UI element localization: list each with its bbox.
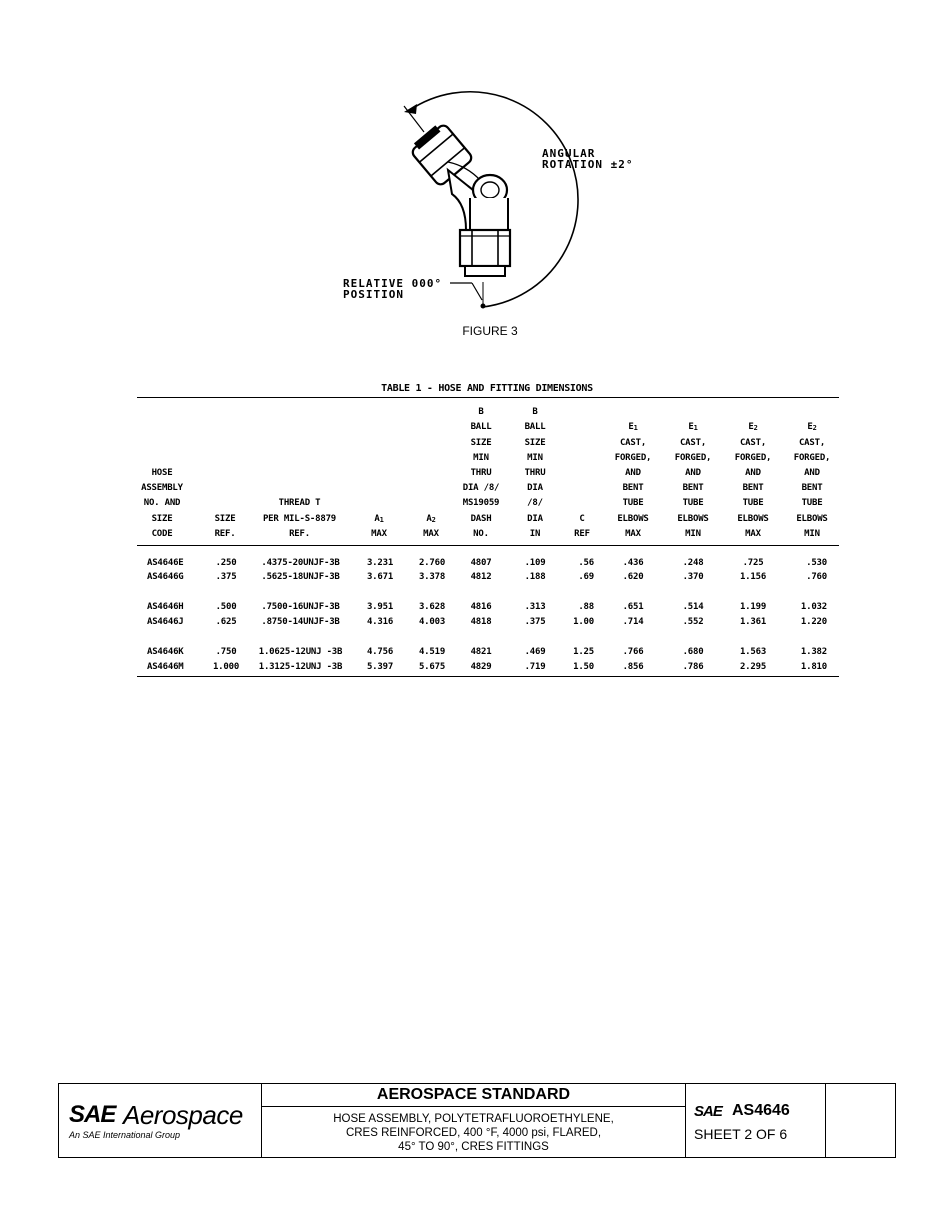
- table-cell: 3.231: [366, 558, 394, 568]
- lower-nut: [460, 230, 510, 276]
- column-header-line: ELBOWS: [677, 513, 709, 524]
- column-header-symbol: $E_2$: [807, 422, 817, 433]
- column-header-line: FORGED,: [734, 452, 772, 463]
- table-cell: 1.361: [739, 617, 767, 627]
- column-header-line: AND: [685, 467, 701, 478]
- column-header-line: DIA: [527, 513, 543, 524]
- table-cell: .680: [682, 647, 704, 657]
- table-cell: .514: [682, 602, 704, 612]
- title-line-2: CRES REINFORCED, 400 °F, 4000 psi, FLARED,: [345, 1127, 602, 1139]
- column-header-line: MIN: [685, 528, 701, 539]
- column-header-line: BENT: [622, 483, 644, 494]
- angular-label-1: ANGULAR: [542, 147, 596, 160]
- table-cell: AS4646E: [147, 558, 184, 568]
- table-cell: .725: [742, 558, 764, 568]
- sae-aerospace-logo: [59, 1084, 262, 1157]
- column-header-line: BALL: [470, 422, 492, 433]
- column-header: [560, 512, 604, 542]
- column-header-line: /8/: [527, 498, 543, 509]
- column-header-line: THRU: [524, 467, 546, 478]
- table-cell: 3.628: [418, 602, 446, 612]
- column-header-line: BALL: [524, 422, 546, 433]
- table-cell: AS4646H: [147, 602, 184, 612]
- table-cell: .786: [682, 662, 704, 672]
- column-header-line: REF.: [289, 528, 310, 539]
- column-header-line: SIZE: [524, 437, 546, 448]
- column-header-line: BENT: [742, 483, 764, 494]
- column-header-line: AND: [804, 467, 820, 478]
- table-cell: .4375-20UNJF-3B: [261, 558, 340, 568]
- table-cell: .552: [682, 617, 704, 627]
- table-cell: 4.519: [418, 647, 446, 657]
- document-number: AS4646: [732, 1102, 790, 1119]
- document-number-cell: [686, 1084, 826, 1157]
- column-header-line: ELBOWS: [737, 513, 769, 524]
- column-header-line: MAX: [371, 528, 387, 539]
- table-cell: .436: [622, 558, 644, 568]
- table-cell: .856: [622, 662, 644, 672]
- table-cell: 4.316: [366, 617, 394, 627]
- table-cell: .7500-16UNJF-3B: [261, 602, 340, 612]
- table-cell: .250: [215, 558, 237, 568]
- table-cell: 4807: [470, 558, 492, 568]
- title-cell: [262, 1084, 686, 1157]
- title-line-3: 45° TO 90°, CRES FITTINGS: [398, 1141, 549, 1153]
- column-header-line: MAX: [423, 528, 439, 539]
- column-header: [724, 420, 782, 542]
- table-cell: .88: [578, 602, 594, 612]
- column-header-symbol: $A_2$: [426, 513, 436, 524]
- column-header-line: ASSEMBLY: [141, 483, 183, 494]
- column-header: [452, 405, 510, 542]
- column-header: [604, 420, 662, 542]
- table-cell: AS4646J: [147, 617, 184, 627]
- table-cell: .375: [524, 617, 546, 627]
- column-header-line: B: [478, 407, 484, 418]
- table-cell: 3.671: [366, 572, 394, 582]
- column-header: [205, 512, 245, 542]
- table-cell: 1.563: [739, 647, 767, 657]
- table-cell: 2.760: [418, 558, 446, 568]
- column-header-line: CAST,: [739, 437, 767, 448]
- column-header: [137, 466, 187, 542]
- table-cell: .188: [524, 572, 546, 582]
- column-header: [785, 420, 839, 542]
- column-header-line: NO. AND: [143, 498, 181, 509]
- column-header-line: IN: [529, 528, 541, 539]
- column-header-line: TUBE: [742, 498, 764, 509]
- column-header-line: DIA /8/: [462, 483, 500, 494]
- column-header-line: AND: [745, 467, 761, 478]
- column-header-line: FORGED,: [674, 452, 712, 463]
- column-header-line: PER MIL-S-8879: [262, 513, 337, 524]
- column-header-line: MIN: [527, 452, 543, 463]
- column-header-line: AND: [625, 467, 641, 478]
- column-header-line: ELBOWS: [796, 513, 828, 524]
- table-cell: 2.295: [739, 662, 767, 672]
- revision-cell: [826, 1084, 895, 1157]
- table-cell: 4818: [470, 617, 492, 627]
- table-cell: 3.378: [418, 572, 446, 582]
- table-cell: 1.220: [800, 617, 827, 627]
- column-header-line: MS19059: [462, 498, 500, 509]
- table-cell: .469: [524, 647, 546, 657]
- table-cell: 4821: [470, 647, 492, 657]
- column-header-line: MIN: [473, 452, 489, 463]
- table-cell: 1.382: [800, 647, 827, 657]
- table-cell: 4.756: [366, 647, 394, 657]
- table-cell: .56: [578, 558, 594, 568]
- table-cell: .651: [622, 602, 644, 612]
- column-header-line: TUBE: [622, 498, 644, 509]
- table-cell: .719: [524, 662, 546, 672]
- figure-3: [320, 70, 640, 320]
- table-top-rule: [137, 397, 839, 398]
- column-header-line: NO.: [473, 528, 489, 539]
- table-cell: 1.810: [800, 662, 827, 672]
- column-header-line: MAX: [745, 528, 761, 539]
- relative-label-2: POSITION: [343, 288, 404, 301]
- upper-nut: [408, 120, 474, 187]
- column-header: [356, 512, 402, 542]
- table-cell: .375: [215, 572, 237, 582]
- column-header-line: ELBOWS: [617, 513, 649, 524]
- relative-label-1: RELATIVE 000°: [343, 277, 443, 290]
- column-header-line: FORGED,: [793, 452, 831, 463]
- table-cell: AS4646K: [147, 647, 184, 657]
- column-header-symbol: $E_2$: [748, 422, 758, 433]
- column-header-line: TUBE: [801, 498, 823, 509]
- table-cell: 1.00: [573, 617, 594, 627]
- table-cell: 1.000: [212, 662, 240, 672]
- column-header-line: THRU: [470, 467, 492, 478]
- table-cell: .530: [806, 558, 827, 568]
- sae-small-logo: SAE: [694, 1103, 722, 1120]
- table-cell: .69: [578, 572, 594, 582]
- column-header-symbol: $A_1$: [374, 513, 384, 524]
- column-header-line: DASH: [470, 513, 492, 524]
- column-header-line: MAX: [625, 528, 641, 539]
- table-cell: .760: [806, 572, 827, 582]
- table-header-rule: [137, 545, 839, 546]
- column-header: [512, 405, 558, 542]
- document-type: AEROSPACE STANDARD: [262, 1084, 685, 1107]
- table-cell: .750: [215, 647, 237, 657]
- column-header-line: CODE: [151, 528, 173, 539]
- column-header-line: B: [532, 407, 538, 418]
- logo-subtitle: An SAE International Group: [69, 1130, 181, 1140]
- table-cell: AS4646M: [147, 662, 184, 672]
- column-header-line: CAST,: [798, 437, 826, 448]
- logo-sae: SAE: [69, 1101, 116, 1128]
- table-cell: .766: [622, 647, 644, 657]
- table-cell: 4812: [470, 572, 492, 582]
- column-header-line: THREAD T: [278, 498, 321, 509]
- table-cell: .620: [622, 572, 644, 582]
- table-cell: .370: [682, 572, 704, 582]
- table-cell: 4829: [470, 662, 492, 672]
- column-header-line: HOSE: [151, 468, 173, 478]
- table-cell: 5.675: [418, 662, 446, 672]
- table-title: TABLE 1 - HOSE AND FITTING DIMENSIONS: [381, 383, 593, 394]
- table-bottom-rule: [137, 676, 839, 677]
- column-header-line: SIZE: [470, 437, 492, 448]
- column-header: [666, 420, 720, 542]
- column-header-line: TUBE: [682, 498, 704, 509]
- document-title: [262, 1112, 685, 1154]
- column-header: [247, 496, 352, 542]
- table-cell: .5625-18UNJF-3B: [261, 572, 340, 582]
- table-cell: 1.25: [573, 647, 594, 657]
- table-cell: .625: [215, 617, 237, 627]
- column-header-line: FORGED,: [614, 452, 652, 463]
- figure-caption: FIGURE 3: [462, 324, 518, 338]
- column-header-symbol: $E_1$: [628, 422, 638, 433]
- table-cell: .500: [215, 602, 237, 612]
- column-header-line: DIA: [527, 483, 543, 494]
- column-header-line: MIN: [804, 528, 820, 539]
- column-header-line: C: [579, 513, 585, 524]
- table-cell: AS4646G: [147, 572, 184, 582]
- column-header-line: CAST,: [679, 437, 707, 448]
- table-cell: .109: [524, 558, 546, 568]
- table-cell: 1.50: [573, 662, 594, 672]
- table-cell: .248: [682, 558, 704, 568]
- table-cell: 3.951: [366, 602, 394, 612]
- table-cell: .313: [524, 602, 546, 612]
- table-cell: 1.3125-12UNJ -3B: [258, 662, 343, 672]
- column-header-line: SIZE: [151, 513, 173, 524]
- column-header-line: BENT: [682, 483, 704, 494]
- table-cell: 1.156: [739, 572, 767, 582]
- table-cell: .8750-14UNJF-3B: [261, 617, 340, 627]
- table-cell: 5.397: [366, 662, 394, 672]
- title-line-1: HOSE ASSEMBLY, POLYTETRAFLUOROETHYLENE,: [333, 1113, 614, 1125]
- table-cell: 4816: [470, 602, 492, 612]
- column-header-line: REF: [574, 528, 590, 539]
- column-header-line: CAST,: [619, 437, 647, 448]
- table-cell: .714: [622, 617, 644, 627]
- angular-label-2: ROTATION ±2°: [542, 158, 634, 171]
- column-header-line: REF.: [214, 528, 236, 539]
- table-cell: 4.003: [418, 617, 446, 627]
- column-header: [408, 512, 454, 542]
- table-cell: 1.199: [739, 602, 767, 612]
- logo-aerospace: Aerospace: [123, 1100, 243, 1130]
- title-block: [58, 1083, 896, 1158]
- table-cell: 1.0625-12UNJ -3B: [258, 647, 343, 657]
- column-header-line: SIZE: [214, 513, 236, 524]
- column-header-line: BENT: [801, 483, 823, 494]
- column-header-symbol: $E_1$: [688, 422, 698, 433]
- sheet-number: SHEET 2 OF 6: [694, 1126, 788, 1142]
- table-cell: 1.032: [800, 602, 827, 612]
